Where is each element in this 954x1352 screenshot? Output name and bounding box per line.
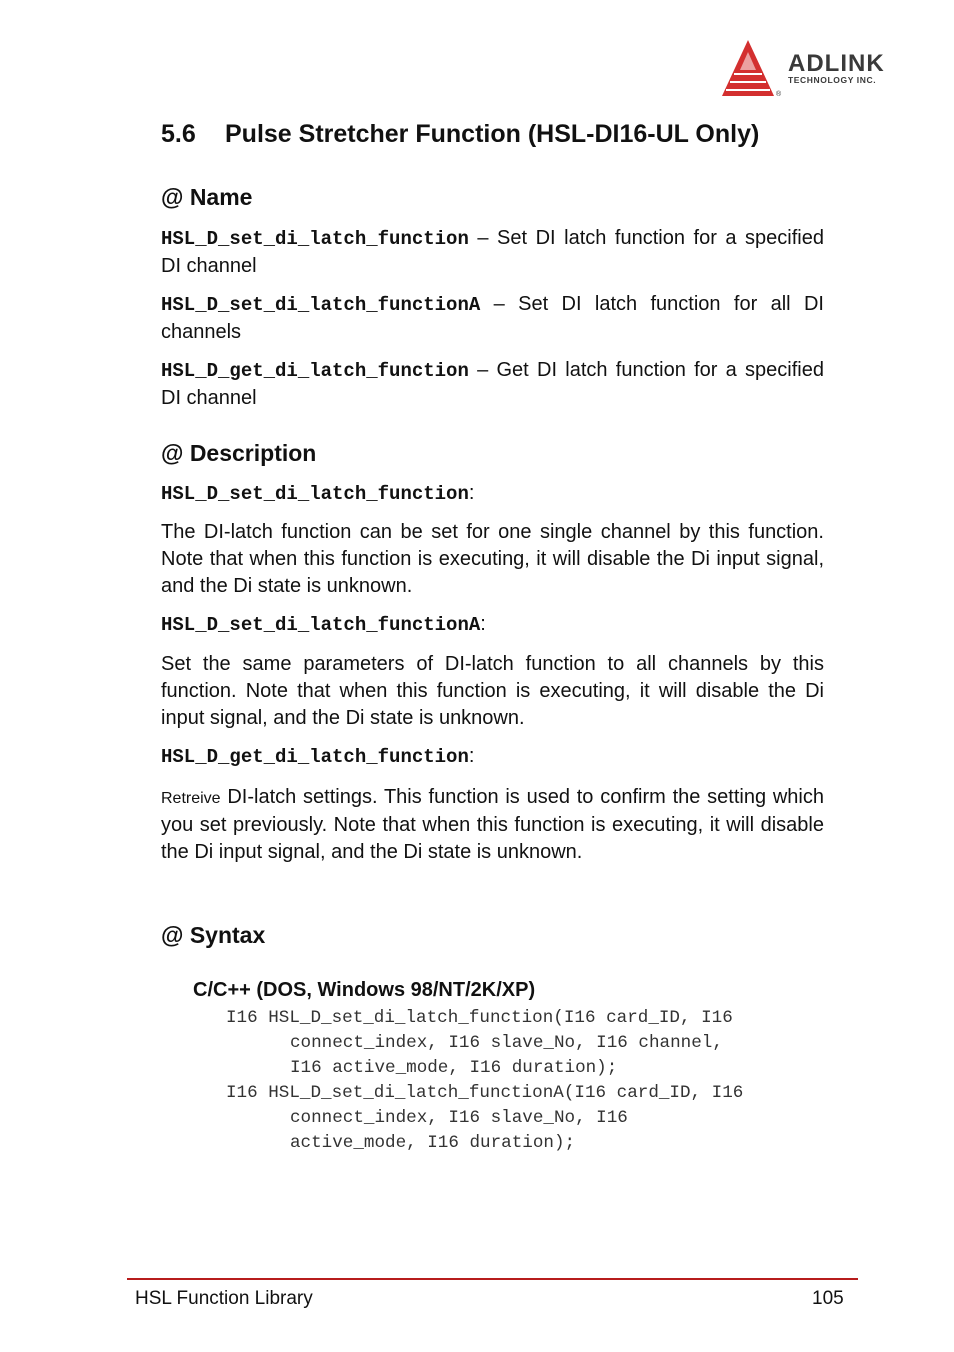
name-entry (161, 291, 824, 346)
function-summary: – Set DI latch function for all DI channels (161, 293, 824, 343)
colon: : (480, 613, 486, 635)
name-entry (161, 357, 824, 412)
code-line: active_mode, I16 duration); (290, 1133, 576, 1153)
section-title-text: Pulse Stretcher Function (HSL-DI16-UL Only) (225, 120, 760, 148)
description-text (161, 784, 824, 866)
function-name: HSL_D_set_di_latch_function (161, 483, 469, 505)
code-line: connect_index, I16 slave_No, I16 channel, (290, 1033, 723, 1053)
function-name: HSL_D_set_di_latch_functionA (161, 294, 481, 316)
code-line: I16 active_mode, I16 duration); (290, 1058, 618, 1078)
description-text: The DI-latch function can be set for one single channel by this function. Note that when this function is executing, it will disable the Di input signal, and the Di state is unknown. (161, 521, 824, 597)
syntax-language-heading: C/C++ (DOS, Windows 98/NT/2K/XP) (193, 979, 536, 1001)
description-body: DI-latch settings. This function is used to confirm the setting which you set previously. Note that when this function is executing, it will disable the Di input signal, and the Di state is unknown. (161, 786, 824, 863)
adlink-triangle-icon (722, 38, 782, 98)
syntax-heading: @ Syntax (161, 922, 266, 948)
company-logo (722, 38, 912, 100)
description-function-label (161, 745, 474, 768)
logo-name: ADLINK (788, 50, 885, 77)
function-name: HSL_D_set_di_latch_functionA (161, 614, 481, 636)
description-text: Set the same parameters of DI-latch function to all channels by this function. Note that when this function is executing, it will disable the Di input signal, and the Di state is unknown. (161, 653, 824, 729)
function-summary: – Set DI latch function for a specified DI channel (161, 227, 824, 277)
footer-divider (127, 1278, 858, 1280)
section-title (161, 120, 759, 149)
code-line: I16 HSL_D_set_di_latch_function(I16 card_ID, I16 (226, 1008, 733, 1028)
code-line: I16 HSL_D_set_di_latch_functionA(I16 card_ID, I16 (226, 1083, 744, 1103)
function-name: HSL_D_get_di_latch_function (161, 746, 469, 768)
section-number: 5.6 (161, 120, 196, 148)
name-heading: @ Name (161, 184, 253, 210)
description-heading: @ Description (161, 440, 317, 466)
page-number: 105 (812, 1288, 844, 1309)
colon: : (468, 482, 475, 504)
colon: : (468, 745, 475, 767)
function-summary: – Get DI latch function for a specified DI channel (161, 359, 824, 409)
code-line: connect_index, I16 slave_No, I16 (290, 1108, 628, 1128)
function-name: HSL_D_set_di_latch_function (161, 228, 469, 250)
footer-document-title: HSL Function Library (135, 1288, 313, 1309)
description-function-label (161, 613, 486, 636)
function-name: HSL_D_get_di_latch_function (161, 360, 469, 382)
name-entry (161, 225, 824, 280)
logo-tagline: TECHNOLOGY INC. (788, 75, 877, 85)
description-function-label (161, 482, 474, 505)
description-lead-word: Retreive (161, 790, 221, 807)
logo-registered-mark: ® (776, 91, 782, 98)
